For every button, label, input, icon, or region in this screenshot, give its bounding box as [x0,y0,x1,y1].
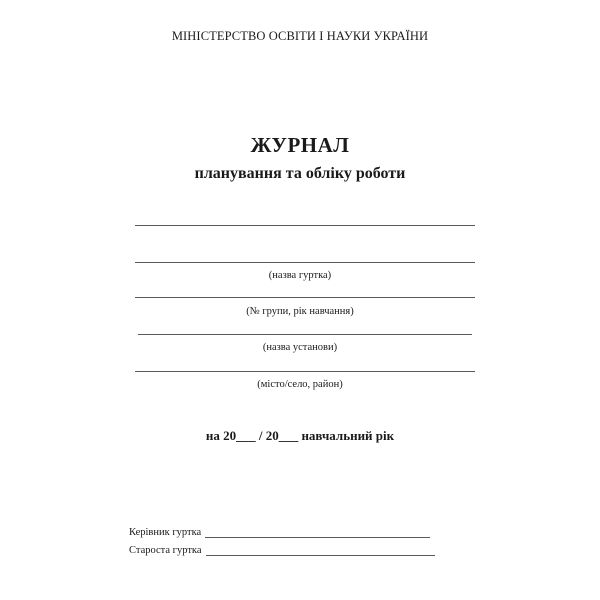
document-title: ЖУРНАЛ [250,133,350,157]
ministry-header: МІНІСТЕРСТВО ОСВІТИ І НАУКИ УКРАЇНИ [171,29,429,43]
signature-head [129,545,435,556]
signature-head-line [206,545,435,556]
caption-club-name: (назва гуртка) [268,270,332,281]
caption-group-year: (№ групи, рік навчання) [246,306,354,317]
caption-location: (місто/село, район) [257,379,343,390]
fill-line-1 [135,225,475,226]
document-subtitle: планування та обліку роботи [194,165,406,182]
caption-institution: (назва установи) [262,342,338,353]
academic-year-line: на 20___ / 20___ навчальний рік [205,428,395,443]
signature-leader [129,527,430,538]
fill-line-institution [138,334,472,335]
fill-line-location [135,371,475,372]
signature-head-label: Староста гуртка [129,545,202,556]
signature-leader-line [205,527,430,538]
fill-line-club-name [135,262,475,263]
fill-line-group-year [135,297,475,298]
signature-leader-label: Керівник гуртка [129,527,202,538]
